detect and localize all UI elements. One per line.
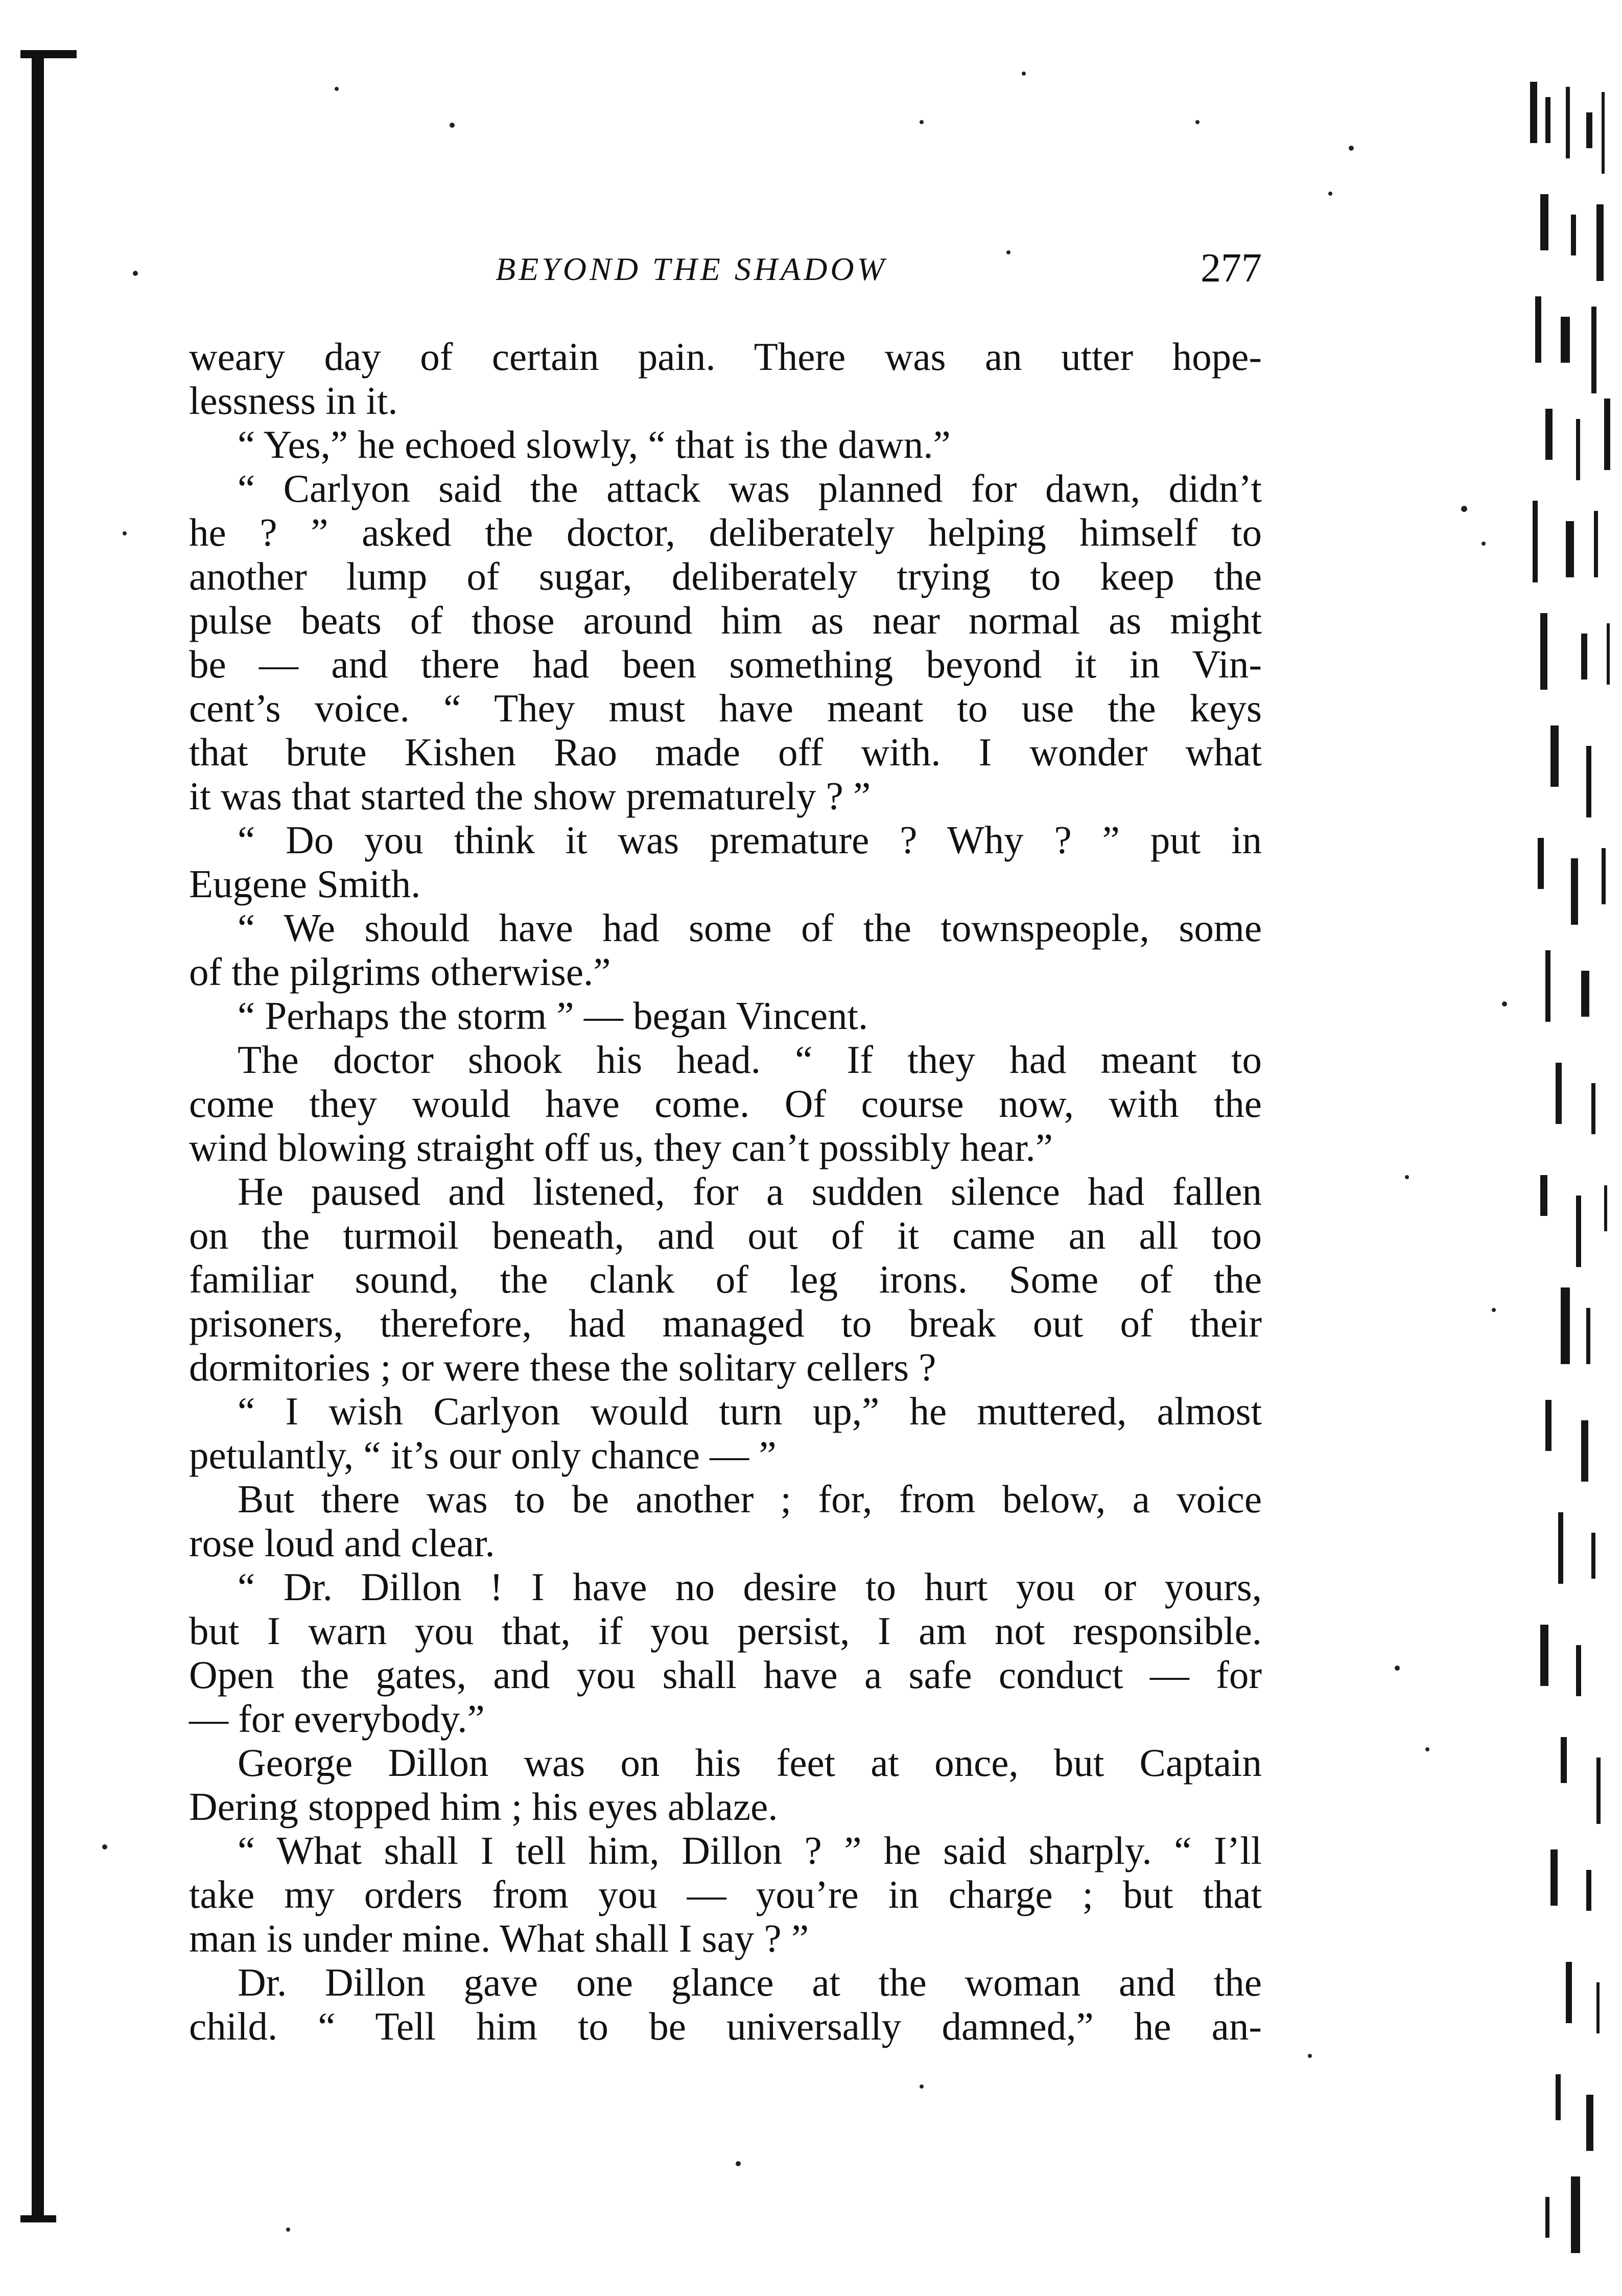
edge-mark xyxy=(1556,2074,1561,2120)
page-edge-scan-artifacts xyxy=(1510,82,1622,2289)
edge-mark xyxy=(1550,725,1559,787)
scan-speck xyxy=(102,1844,107,1849)
edge-mark xyxy=(1540,1175,1547,1216)
scan-speck xyxy=(1022,72,1026,76)
edge-mark xyxy=(1561,1287,1570,1364)
edge-mark xyxy=(1586,1870,1591,1911)
scan-speck xyxy=(1328,192,1332,196)
scan-speck xyxy=(1461,506,1467,512)
text-line: prisoners, therefore, had managed to break out of their xyxy=(189,1301,1262,1345)
edge-mark xyxy=(1596,1758,1601,1824)
edge-mark xyxy=(1586,112,1592,148)
running-title: BEYOND THE SHADOW xyxy=(496,251,887,287)
page-header xyxy=(189,246,1262,312)
text-line: “ Perhaps the storm ” — began Vincent. xyxy=(238,994,868,1038)
edge-mark xyxy=(1533,501,1538,582)
edge-mark xyxy=(1586,2095,1593,2151)
edge-mark xyxy=(1545,2197,1549,2238)
edge-mark xyxy=(1576,1196,1581,1267)
text-line: petulantly, “ it’s our only chance — ” xyxy=(189,1433,777,1477)
text-line: Dering stopped him ; his eyes ablaze. xyxy=(189,1785,778,1829)
edge-mark xyxy=(1581,1420,1588,1482)
text-line: But there was to be another ; for, from below, a voice xyxy=(238,1477,1262,1521)
text-line: Open the gates, and you shall have a safe conduct — for xyxy=(189,1653,1262,1697)
edge-mark xyxy=(1586,746,1591,817)
scan-speck xyxy=(450,123,455,128)
text-line: another lump of sugar, deliberately trying to keep the xyxy=(189,554,1262,598)
scan-speck xyxy=(1482,542,1486,546)
edge-mark xyxy=(1581,971,1589,1017)
scan-speck xyxy=(1502,1001,1507,1006)
scan-speck xyxy=(1006,250,1010,254)
text-line: man is under mine. What shall I say ? ” xyxy=(189,1916,809,1960)
text-line: come they would have come. Of course now, with the xyxy=(189,1082,1262,1126)
scan-speck xyxy=(920,120,924,124)
edge-mark xyxy=(1571,2176,1580,2253)
scan-speck xyxy=(133,271,138,276)
text-line: dormitories ; or were these the solitary cellers ? xyxy=(189,1345,936,1389)
edge-mark xyxy=(1581,634,1587,680)
edge-mark xyxy=(1571,858,1578,925)
edge-mark xyxy=(1540,194,1548,250)
text-line: it was that started the show prematurely ? ” xyxy=(189,774,871,818)
edge-mark xyxy=(1602,92,1605,174)
edge-mark xyxy=(1545,409,1553,460)
text-line: Eugene Smith. xyxy=(189,862,421,906)
text-line: that brute Kishen Rao made off with. I wonder what xyxy=(189,730,1262,774)
edge-mark xyxy=(1586,1308,1590,1364)
edge-mark xyxy=(1530,82,1537,143)
edge-mark xyxy=(1535,296,1541,363)
text-line: rose loud and clear. xyxy=(189,1521,495,1565)
text-line: familiar sound, the clank of leg irons. Some of the xyxy=(189,1257,1262,1301)
edge-mark xyxy=(1545,950,1550,1022)
edge-mark xyxy=(1576,1645,1581,1696)
text-line: “ What shall I tell him, Dillon ? ” he said sharply. “ I’ll xyxy=(238,1829,1262,1872)
scan-speck xyxy=(335,87,339,91)
text-line: pulse beats of those around him as near normal as might xyxy=(189,598,1262,642)
text-line: “ We should have had some of the townspeople, some xyxy=(238,906,1262,950)
text-line: cent’s voice. “ They must have meant to use the keys xyxy=(189,686,1262,730)
edge-mark xyxy=(1540,1625,1548,1686)
edge-mark xyxy=(1602,848,1606,904)
scan-speck xyxy=(1195,120,1200,124)
edge-mark xyxy=(1571,215,1576,255)
page-number: 277 xyxy=(1201,246,1262,291)
edge-mark xyxy=(1561,317,1570,363)
edge-mark xyxy=(1604,1185,1607,1231)
text-line: of the pilgrims otherwise.” xyxy=(189,950,611,994)
text-line: but I warn you that, if you persist, I am not responsible. xyxy=(189,1609,1262,1653)
edge-mark xyxy=(1558,1512,1563,1584)
text-line: “ Carlyon said the attack was planned for dawn, didn’t xyxy=(238,466,1262,510)
edge-mark xyxy=(1556,1063,1562,1124)
text-line: Dr. Dillon gave one glance at the woman and the xyxy=(238,1960,1262,2004)
scan-speck xyxy=(1405,1175,1409,1179)
binding-shadow-bottom xyxy=(20,2215,56,2222)
edge-mark xyxy=(1561,1737,1567,1783)
binding-shadow xyxy=(32,51,44,2222)
binding-shadow-top xyxy=(20,50,77,58)
text-line: he ? ” asked the doctor, deliberately helping himself to xyxy=(189,510,1262,554)
scan-speck xyxy=(920,2084,924,2089)
edge-mark xyxy=(1545,97,1550,143)
scan-speck xyxy=(286,2228,290,2232)
text-line: lessness in it. xyxy=(189,379,398,423)
scan-speck xyxy=(1308,2054,1312,2058)
text-line: weary day of certain pain. There was an utter hope- xyxy=(189,335,1262,379)
edge-mark xyxy=(1591,1083,1595,1134)
edge-mark xyxy=(1604,399,1610,470)
scan-speck xyxy=(736,2161,741,2166)
text-line: He paused and listened, for a sudden silence had fallen xyxy=(238,1169,1262,1213)
edge-mark xyxy=(1545,1400,1552,1451)
text-line: on the turmoil beneath, and out of it came an all too xyxy=(189,1213,1262,1257)
edge-mark xyxy=(1594,511,1598,577)
edge-mark xyxy=(1566,87,1570,158)
edge-mark xyxy=(1591,1533,1595,1579)
edge-mark xyxy=(1596,204,1604,281)
scan-speck xyxy=(123,531,127,535)
scan-speck xyxy=(1425,1747,1429,1751)
edge-mark xyxy=(1566,521,1574,577)
text-line: wind blowing straight off us, they can’t possibly hear.” xyxy=(189,1126,1053,1169)
edge-mark xyxy=(1566,1962,1572,2023)
text-line: “ I wish Carlyon would turn up,” he muttered, almost xyxy=(238,1389,1262,1433)
edge-mark xyxy=(1540,613,1547,690)
edge-mark xyxy=(1550,1849,1558,1906)
edge-mark xyxy=(1591,307,1596,393)
text-line: be — and there had been something beyond it in Vin- xyxy=(189,642,1262,686)
edge-mark xyxy=(1538,838,1544,889)
text-line: “ Do you think it was premature ? Why ? ” put in xyxy=(238,818,1262,862)
text-line: “ Yes,” he echoed slowly, “ that is the dawn.” xyxy=(238,423,951,466)
body-text xyxy=(189,335,1262,2048)
text-line: “ Dr. Dillon ! I have no desire to hurt you or yours, xyxy=(238,1565,1262,1609)
scan-speck xyxy=(1492,1308,1496,1312)
edge-mark xyxy=(1607,623,1610,685)
scan-speck xyxy=(1395,1666,1400,1671)
text-line: The doctor shook his head. “ If they had meant to xyxy=(238,1038,1262,1082)
text-line: George Dillon was on his feet at once, but Captain xyxy=(238,1741,1262,1785)
scan-speck xyxy=(1349,146,1354,151)
text-line: take my orders from you — you’re in charge ; but that xyxy=(189,1872,1262,1916)
edge-mark xyxy=(1596,1982,1600,2033)
text-line: child. “ Tell him to be universally damned,” he an- xyxy=(189,2004,1262,2048)
edge-mark xyxy=(1576,419,1580,480)
text-line: — for everybody.” xyxy=(189,1697,485,1741)
